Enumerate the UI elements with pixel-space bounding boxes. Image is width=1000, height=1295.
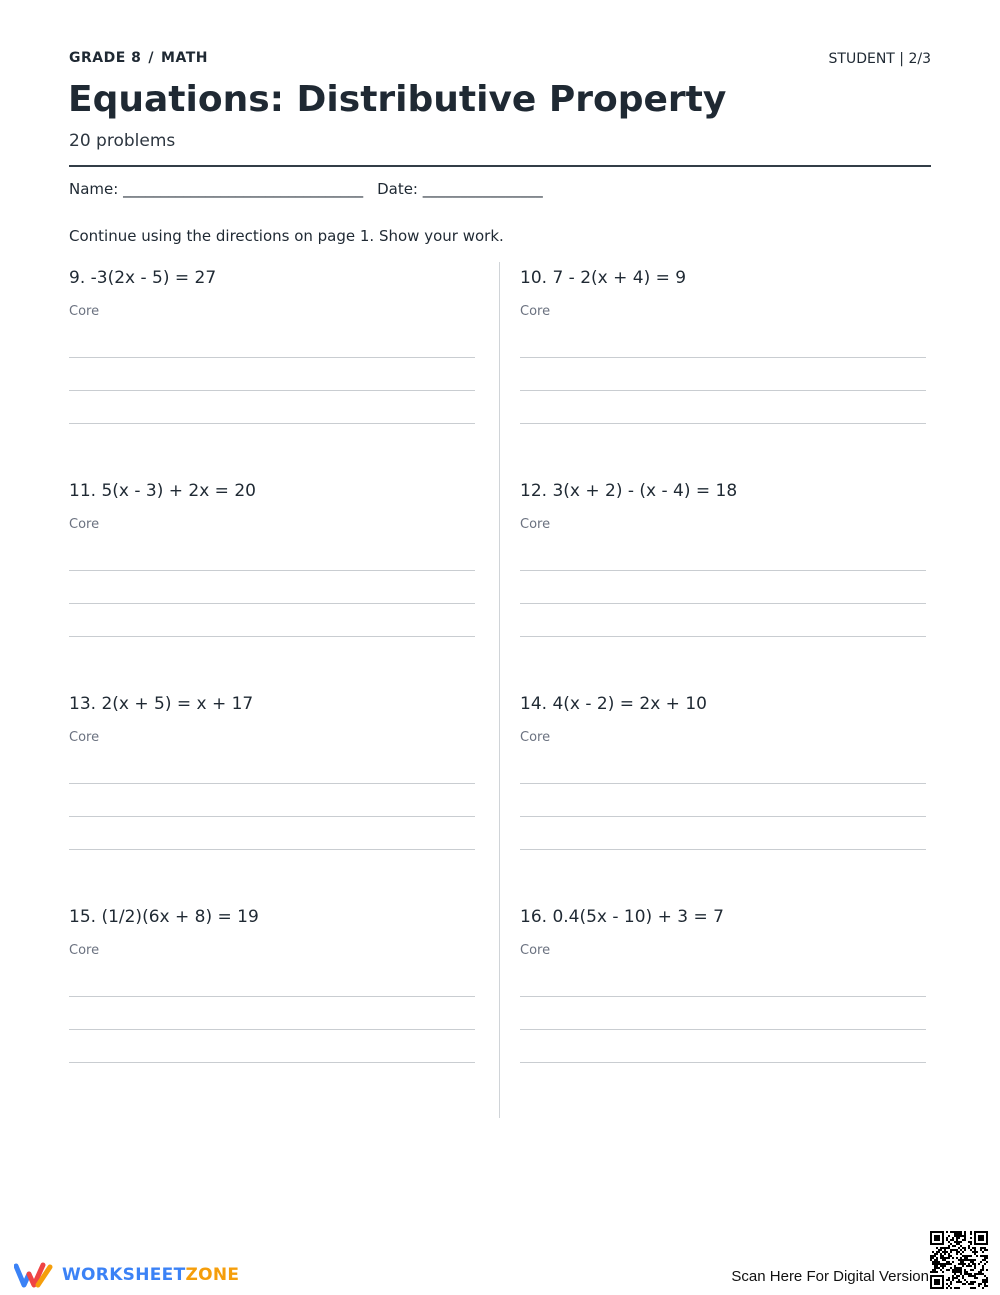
- answer-line: [520, 783, 926, 784]
- problem-item: [69, 693, 475, 850]
- problem-item: [69, 906, 475, 1063]
- answer-line: [69, 636, 475, 637]
- breadcrumb-separator: /: [148, 50, 155, 66]
- answer-line: [520, 390, 926, 391]
- problem-item: [520, 693, 926, 850]
- answer-line: [69, 390, 475, 391]
- difficulty-tag: Core: [69, 730, 100, 745]
- answer-line: [69, 816, 475, 817]
- problem-equation: 10. 7 - 2(x + 4) = 9: [520, 268, 687, 288]
- problem-item: [69, 480, 475, 637]
- name-field: Name: ________________________________: [69, 180, 364, 198]
- answer-line: [69, 570, 475, 571]
- worksheetzone-logo[interactable]: [14, 1261, 239, 1289]
- problem-equation: 14. 4(x - 2) = 2x + 10: [520, 694, 707, 714]
- logo-wordmark: WORKSHEETZONE: [62, 1265, 240, 1285]
- answer-line: [520, 570, 926, 571]
- problem-equation: 11. 5(x - 3) + 2x = 20: [69, 481, 256, 501]
- difficulty-tag: Core: [69, 517, 100, 532]
- difficulty-tag: Core: [520, 943, 551, 958]
- answer-line: [520, 357, 926, 358]
- problem-equation: 15. (1/2)(6x + 8) = 19: [69, 907, 259, 927]
- problem-count: 20 problems: [69, 131, 176, 151]
- answer-line: [69, 1029, 475, 1030]
- worksheetzone-logo-icon: [14, 1261, 54, 1289]
- problem-item: [520, 267, 926, 424]
- answer-line: [520, 603, 926, 604]
- answer-line: [520, 423, 926, 424]
- answer-line: [520, 636, 926, 637]
- problem-item: [520, 906, 926, 1063]
- answer-line: [69, 357, 475, 358]
- answer-line: [69, 1062, 475, 1063]
- subject-label: MATH: [161, 50, 208, 66]
- answer-line: [69, 423, 475, 424]
- answer-line: [520, 1062, 926, 1063]
- answer-line: [520, 849, 926, 850]
- page-info: STUDENT | 2/3: [828, 51, 931, 67]
- header-divider: [69, 165, 931, 167]
- answer-line: [69, 849, 475, 850]
- worksheet-title: Equations: Distributive Property: [68, 79, 727, 120]
- difficulty-tag: Core: [520, 304, 551, 319]
- answer-line: [520, 996, 926, 997]
- problem-equation: 16. 0.4(5x - 10) + 3 = 7: [520, 907, 724, 927]
- difficulty-tag: Core: [520, 730, 551, 745]
- difficulty-tag: Core: [520, 517, 551, 532]
- scan-instruction: Scan Here For Digital Version: [731, 1268, 929, 1285]
- problem-equation: 12. 3(x + 2) - (x - 4) = 18: [520, 481, 738, 501]
- directions-text: Continue using the directions on page 1. Show your work.: [69, 227, 504, 245]
- difficulty-tag: Core: [69, 943, 100, 958]
- date-field: Date: ________________: [377, 180, 543, 198]
- qr-code-icon[interactable]: [930, 1231, 988, 1289]
- problem-item: [520, 480, 926, 637]
- problem-equation: 9. -3(2x - 5) = 27: [69, 268, 217, 288]
- answer-line: [520, 1029, 926, 1030]
- problem-equation: 13. 2(x + 5) = x + 17: [69, 694, 254, 714]
- name-date-fields: [69, 180, 543, 198]
- grade-label: GRADE 8: [69, 50, 142, 66]
- answer-line: [69, 783, 475, 784]
- answer-line: [520, 816, 926, 817]
- difficulty-tag: Core: [69, 304, 100, 319]
- answer-line: [69, 996, 475, 997]
- grade-subject-label: [69, 50, 208, 66]
- column-divider: [499, 262, 500, 1118]
- answer-line: [69, 603, 475, 604]
- problem-item: [69, 267, 475, 424]
